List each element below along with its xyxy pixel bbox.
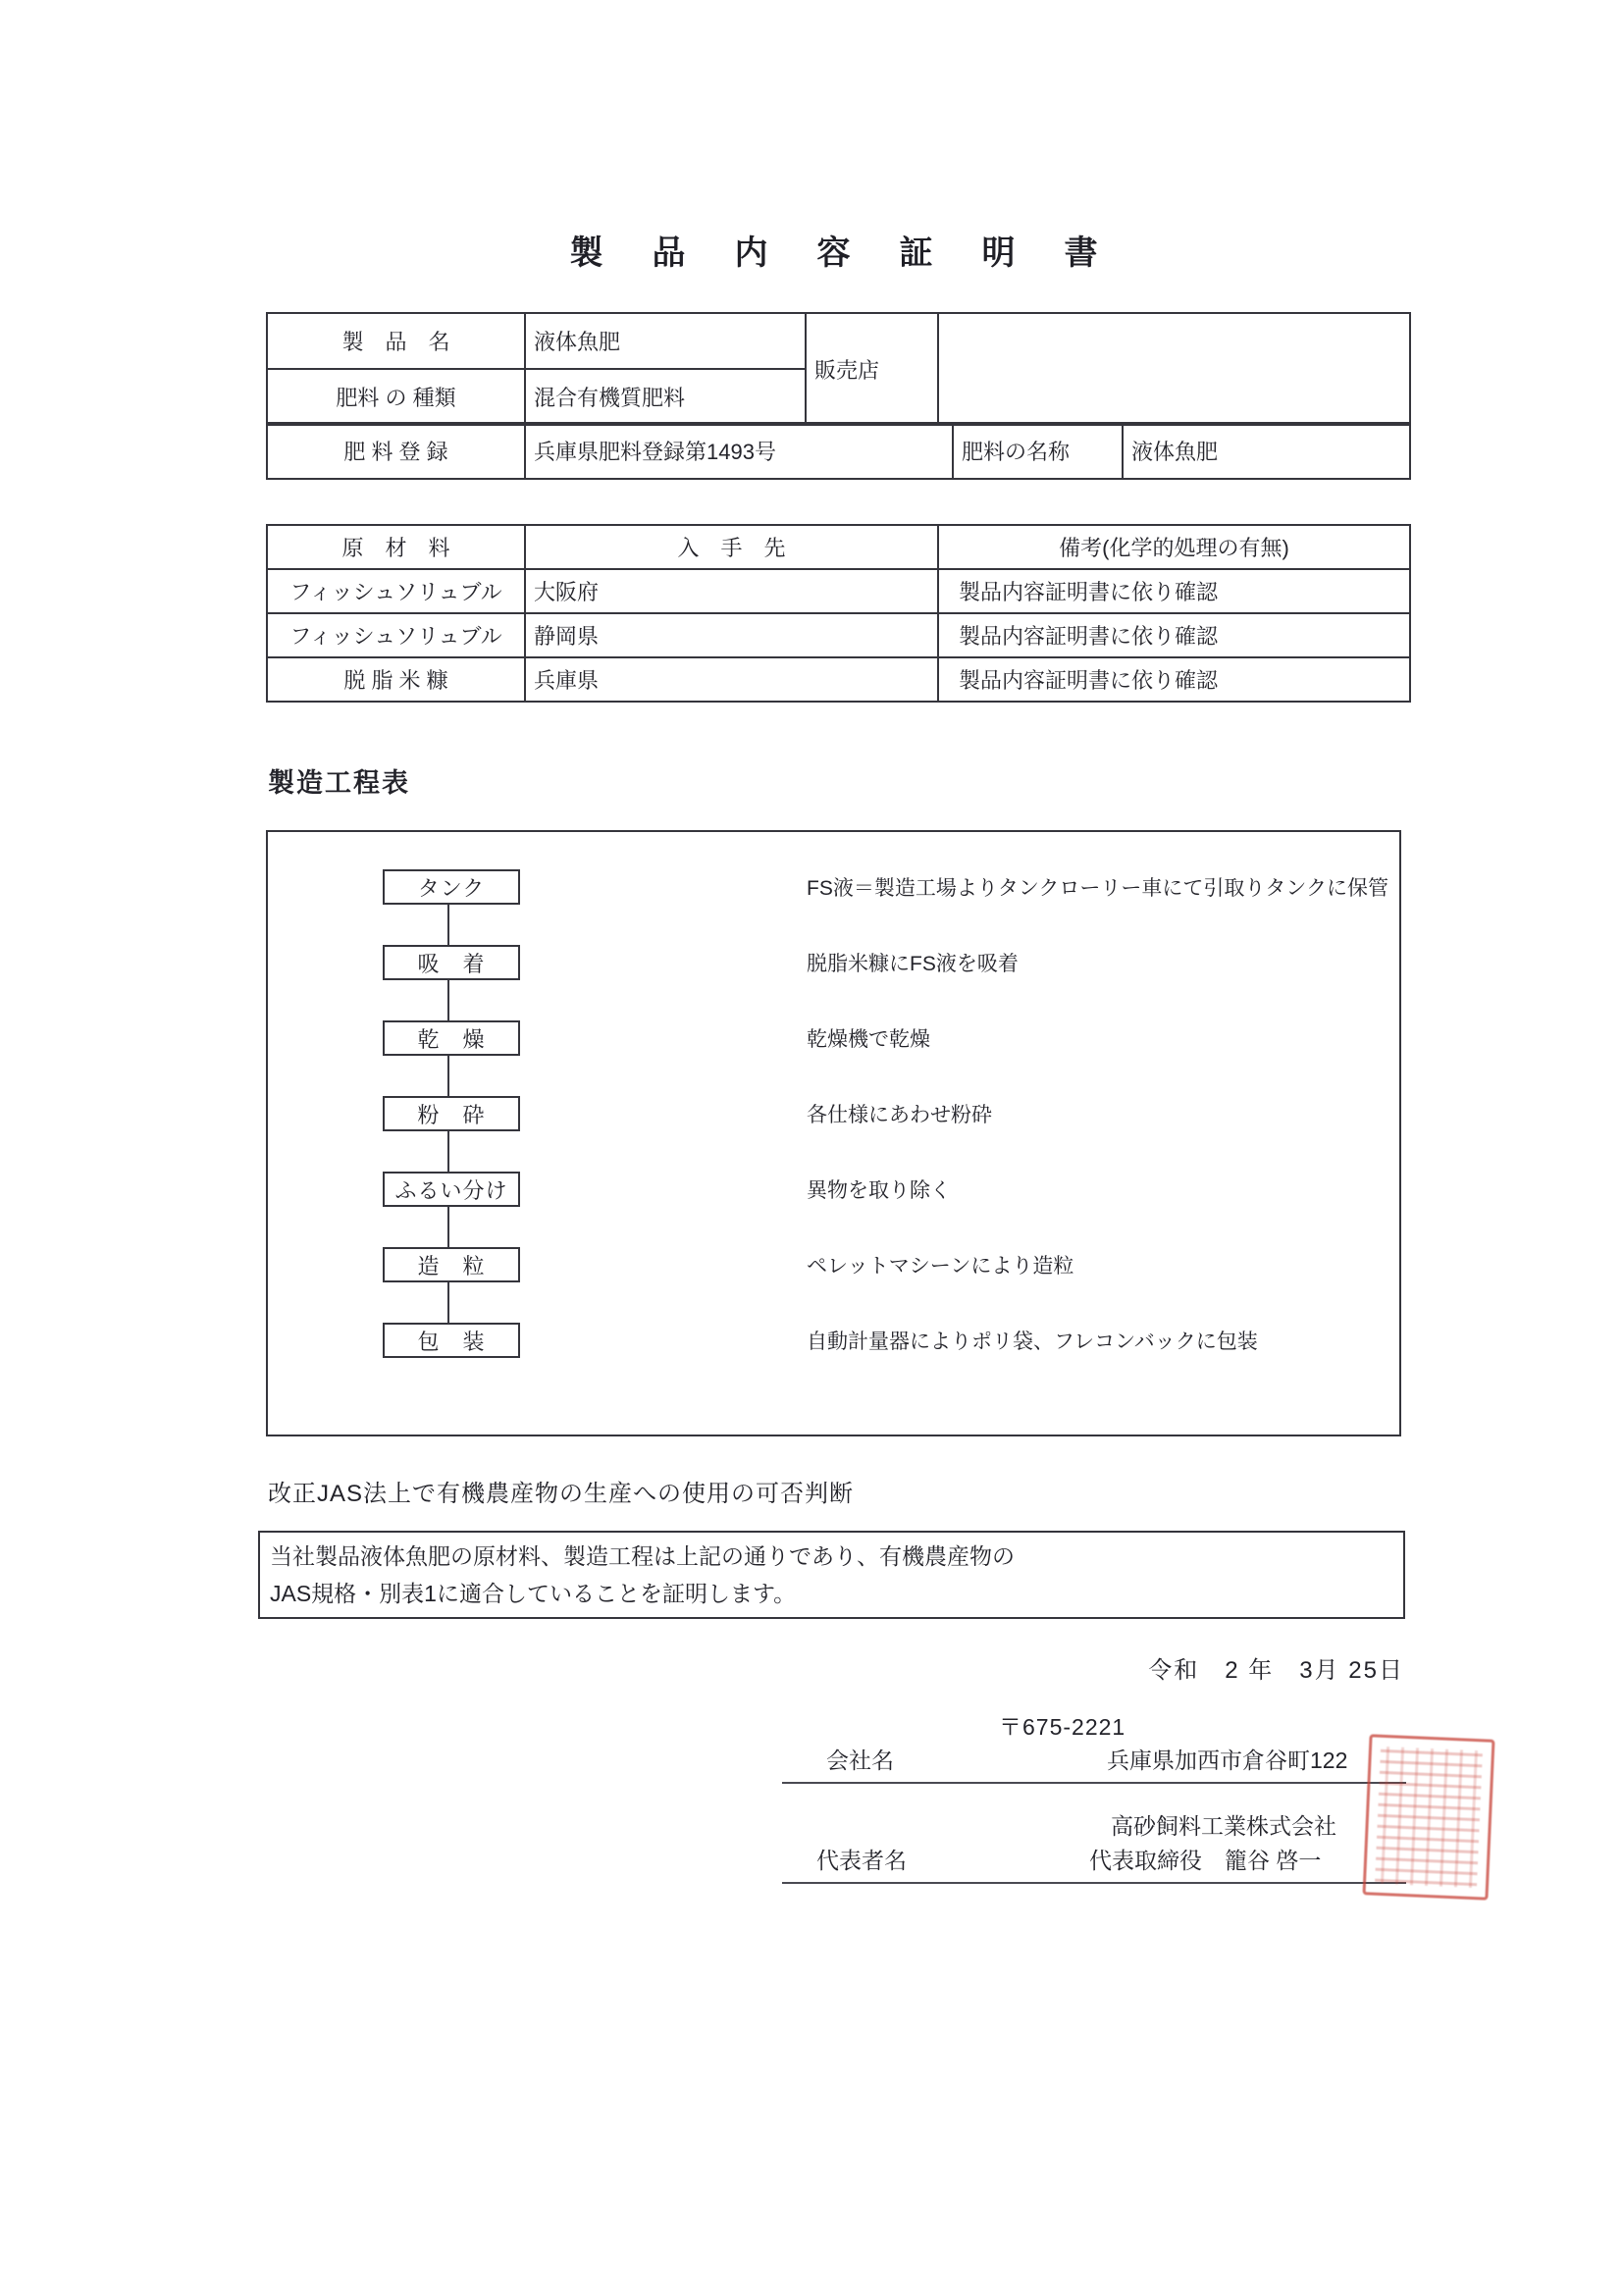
company-label: 会社名 (826, 1748, 894, 1773)
process-step-sieving (383, 1172, 1399, 1207)
company-row (782, 1743, 1406, 1784)
process-step-box: 粉 砕 (383, 1096, 520, 1131)
material-source: 静岡県 (525, 613, 938, 657)
fertilizer-name-label: 肥料の名称 (953, 423, 1123, 479)
process-step-box: 造 粒 (383, 1247, 520, 1282)
company-name: 高砂飼料工業株式会社 (1111, 1813, 1336, 1839)
seller-value-cell (938, 313, 1410, 425)
material-name: フィッシュソリュブル (267, 613, 525, 657)
flow-connector (447, 1056, 449, 1096)
material-source: 大阪府 (525, 569, 938, 613)
flow-connector (447, 1282, 449, 1323)
flow-connector (447, 980, 449, 1020)
process-step-description: 乾燥機で乾燥 (807, 1028, 930, 1051)
process-step-packaging (383, 1323, 1399, 1358)
process-step-description: 各仕様にあわせ粉砕 (807, 1104, 992, 1126)
table-row (267, 657, 1410, 702)
flow-connector (447, 1131, 449, 1172)
process-step-description: 脱脂米糠にFS液を吸着 (807, 953, 1019, 975)
company-seal-stamp (1362, 1734, 1494, 1900)
representative-row (782, 1843, 1406, 1884)
fertilizer-type-label: 肥料 の 種類 (267, 369, 525, 425)
process-step-box: タンク (383, 869, 520, 905)
seller-label: 販売店 (806, 313, 938, 425)
material-note: 製品内容証明書に依り確認 (938, 613, 1410, 657)
source-header: 入 手 先 (525, 525, 938, 569)
flow-connector (447, 905, 449, 945)
process-flow (268, 832, 1399, 1358)
process-step-crushing (383, 1096, 1399, 1131)
material-name: 脱 脂 米 糠 (267, 657, 525, 702)
process-step-drying (383, 1020, 1399, 1056)
table-row (267, 613, 1410, 657)
material-note: 製品内容証明書に依り確認 (938, 569, 1410, 613)
flow-connector (447, 1207, 449, 1247)
material-note: 製品内容証明書に依り確認 (938, 657, 1410, 702)
issue-date: 令和 2 年 3月 25日 (1148, 1657, 1404, 1684)
process-step-description: ペレットマシーンにより造粒 (807, 1255, 1074, 1278)
process-step-tank (383, 869, 1399, 905)
certification-statement-box (258, 1531, 1405, 1619)
document-title: 製 品 内 容 証 明 書 (569, 235, 1106, 272)
process-step-box: 吸 着 (383, 945, 520, 980)
table-row (267, 313, 1410, 369)
process-step-box: 乾 燥 (383, 1020, 520, 1056)
product-name-value: 液体魚肥 (525, 313, 806, 369)
process-step-description: FS液＝製造工場よりタンクローリー車にて引取りタンクに保管 (807, 877, 1388, 900)
material-name: フィッシュソリュブル (267, 569, 525, 613)
certification-statement-line2: JAS規格・別表1に適合していることを証明します。 (270, 1581, 797, 1606)
process-step-granulation (383, 1247, 1399, 1282)
representative-label: 代表者名 (816, 1848, 907, 1873)
process-flow-box (266, 830, 1401, 1436)
jas-judgment-heading: 改正JAS法上で有機農産物の生産への使用の可否判断 (268, 1481, 855, 1507)
materials-header: 原 材 料 (267, 525, 525, 569)
table-row (267, 423, 1410, 479)
material-source: 兵庫県 (525, 657, 938, 702)
fertilizer-name-value: 液体魚肥 (1123, 423, 1410, 479)
certification-statement-line1: 当社製品液体魚肥の原材料、製造工程は上記の通りであり、有機農産物の (270, 1543, 1015, 1569)
registration-label: 肥 料 登 録 (267, 423, 525, 479)
company-address: 兵庫県加西市倉谷町122 (1107, 1748, 1348, 1773)
registration-value: 兵庫県肥料登録第1493号 (525, 423, 953, 479)
note-header: 備考(化学的処理の有無) (938, 525, 1410, 569)
table-header-row (267, 525, 1410, 569)
process-step-box: ふるい分け (383, 1172, 520, 1207)
fertilizer-type-value: 混合有機質肥料 (525, 369, 806, 425)
process-section-heading: 製造工程表 (268, 768, 410, 798)
process-step-description: 異物を取り除く (807, 1179, 951, 1202)
product-name-label: 製 品 名 (267, 313, 525, 369)
registration-table (266, 422, 1411, 480)
table-row (267, 569, 1410, 613)
product-info-table (266, 312, 1411, 426)
process-step-description: 自動計量器によりポリ袋、フレコンバックに包装 (807, 1331, 1258, 1353)
representative-name: 代表取締役 籠谷 啓一 (1089, 1848, 1322, 1873)
postal-code: 〒675-2221 (999, 1714, 1126, 1740)
process-step-adsorption (383, 945, 1399, 980)
process-step-box: 包 装 (383, 1323, 520, 1358)
materials-table (266, 524, 1411, 703)
